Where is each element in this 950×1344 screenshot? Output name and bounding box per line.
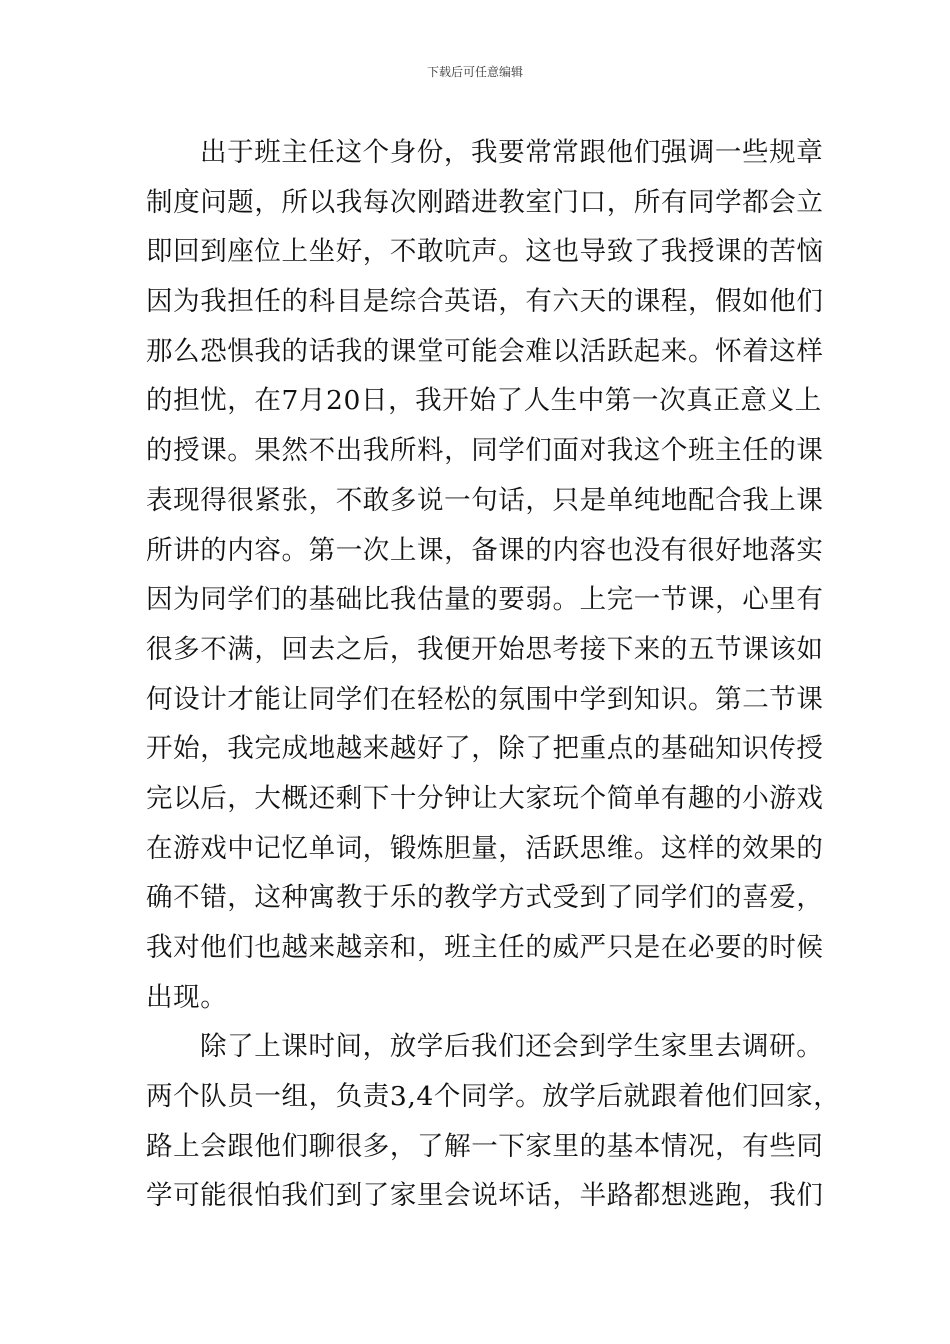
- paragraph-line: 我对他们也越来越亲和，班主任的威严只是在必要的时候: [146, 932, 824, 963]
- body-text: [146, 128, 841, 1221]
- paragraph-line: 在游戏中记忆单词，锻炼胆量，活跃思维。这样的效果的: [146, 832, 824, 864]
- paragraph-line: 的担忧，在7月20日，我开始了人生中第一次真正意义上: [146, 385, 822, 417]
- page-header: 下载后可任意编辑: [426, 65, 523, 79]
- paragraph-line: 因为我担任的科目是综合英语，有六天的课程，假如他们: [146, 286, 824, 318]
- paragraph-line: 因为同学们的基础比我估量的要弱。上完一节课，心里有: [146, 584, 824, 616]
- paragraph-line: 很多不满，回去之后，我便开始思考接下来的五节课该如: [146, 633, 824, 665]
- paragraph-line: 开始，我完成地越来越好了，除了把重点的基础知识传授: [146, 733, 824, 765]
- paragraph-line: 那么恐惧我的话我的课堂可能会难以活跃起来。怀着这样: [146, 335, 824, 367]
- paragraph-line: 路上会跟他们聊很多，了解一下家里的基本情况，有些同: [146, 1130, 824, 1162]
- paragraph-line: 两个队员一组，负责3,4个同学。放学后就跟着他们回家，: [146, 1081, 841, 1113]
- paragraph-line: 完以后，大概还剩下十分钟让大家玩个简单有趣的小游戏: [146, 782, 824, 814]
- paragraph-line: 出现。: [146, 981, 228, 1013]
- paragraph-line: 除了上课时间，放学后我们还会到学生家里去调研。: [200, 1031, 824, 1063]
- paragraph-line: 所讲的内容。第一次上课，备课的内容也没有很好地落实: [146, 534, 824, 566]
- paragraph-line: 何设计才能让同学们在轻松的氛围中学到知识。第二节课: [146, 683, 824, 715]
- paragraph-line: 确不错，这种寓教于乐的教学方式受到了同学们的喜爱，: [146, 882, 824, 914]
- paragraph-line: 出于班主任这个身份，我要常常跟他们强调一些规章: [200, 137, 824, 168]
- paragraph-line: 学可能很怕我们到了家里会说坏话，半路都想逃跑，我们: [146, 1180, 824, 1212]
- paragraph-line: 制度问题，所以我每次刚踏进教室门口，所有同学都会立: [146, 186, 824, 218]
- paragraph-line: 即回到座位上坐好，不敢吭声。这也导致了我授课的苦恼: [146, 236, 824, 268]
- paragraph-line: 表现得很紧张，不敢多说一句话，只是单纯地配合我上课: [146, 484, 824, 516]
- paragraph-line: 的授课。果然不出我所料，同学们面对我这个班主任的课: [146, 435, 824, 467]
